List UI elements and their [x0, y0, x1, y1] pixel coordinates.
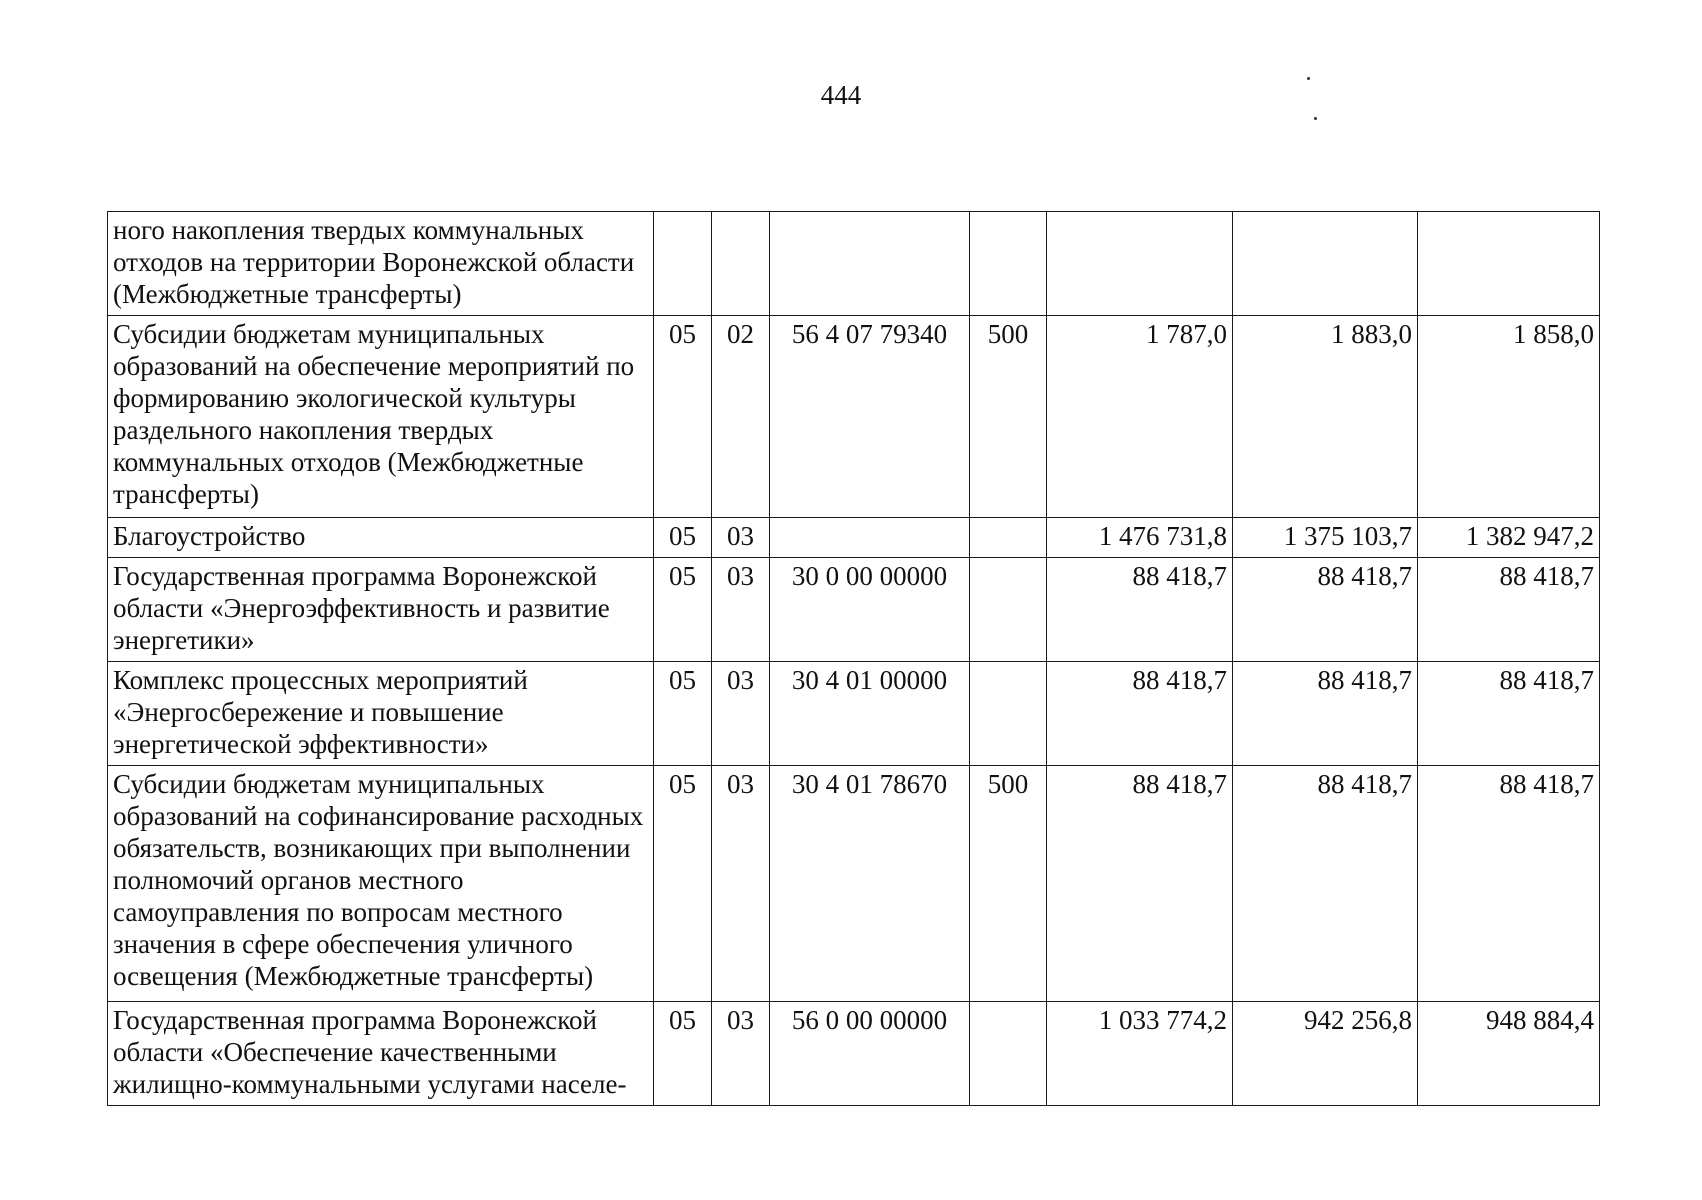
row-subsection-code	[712, 212, 770, 316]
row-amount-year-3: 88 418,7	[1418, 766, 1600, 1002]
row-target-article-code	[770, 518, 970, 558]
row-expense-type-code	[970, 662, 1047, 766]
row-name: Благоустройство	[108, 518, 654, 558]
row-section-code: 05	[654, 662, 712, 766]
row-amount-year-3: 1 382 947,2	[1418, 518, 1600, 558]
row-target-article-code: 56 0 00 00000	[770, 1002, 970, 1106]
row-name: Государственная программа Воронежской области «Обеспечение качественными жилищно-коммунальными услугами населе-	[108, 1002, 654, 1106]
scan-speck	[1314, 117, 1317, 120]
budget-table	[107, 211, 1600, 1106]
row-amount-year-2: 1 375 103,7	[1233, 518, 1418, 558]
row-name: Комплекс процессных мероприятий «Энергосбережение и повышение энергетической эффективности»	[108, 662, 654, 766]
row-amount-year-3: 1 858,0	[1418, 316, 1600, 518]
row-target-article-code: 56 4 07 79340	[770, 316, 970, 518]
row-amount-year-1	[1047, 212, 1233, 316]
row-name: Государственная программа Воронежской области «Энергоэффективность и развитие энергетики»	[108, 558, 654, 662]
row-amount-year-3: 948 884,4	[1418, 1002, 1600, 1106]
table-row	[108, 212, 1600, 316]
row-amount-year-1: 1 476 731,8	[1047, 518, 1233, 558]
row-target-article-code: 30 4 01 00000	[770, 662, 970, 766]
row-amount-year-1: 88 418,7	[1047, 766, 1233, 1002]
page-number: 444	[820, 80, 862, 110]
table-row	[108, 518, 1600, 558]
row-section-code: 05	[654, 558, 712, 662]
row-target-article-code	[770, 212, 970, 316]
row-expense-type-code: 500	[970, 316, 1047, 518]
row-section-code	[654, 212, 712, 316]
scan-speck	[1307, 77, 1310, 80]
row-subsection-code: 03	[712, 518, 770, 558]
row-amount-year-3: 88 418,7	[1418, 558, 1600, 662]
row-amount-year-2: 88 418,7	[1233, 766, 1418, 1002]
row-amount-year-2: 1 883,0	[1233, 316, 1418, 518]
row-amount-year-2	[1233, 212, 1418, 316]
row-subsection-code: 03	[712, 1002, 770, 1106]
table-row	[108, 1002, 1600, 1106]
table-row	[108, 766, 1600, 1002]
row-amount-year-1: 88 418,7	[1047, 558, 1233, 662]
row-amount-year-3: 88 418,7	[1418, 662, 1600, 766]
row-name: Субсидии бюджетам муниципальных образований на софинансирование расходных обязательств, возникающих при выполнении полномочий органов местного самоуправления по вопросам местного значения в сфере обеспечения уличного освещения (Межбюджетные трансферты)	[108, 766, 654, 1002]
row-amount-year-1: 1 033 774,2	[1047, 1002, 1233, 1106]
row-subsection-code: 03	[712, 766, 770, 1002]
row-subsection-code: 02	[712, 316, 770, 518]
row-expense-type-code: 500	[970, 766, 1047, 1002]
table-row	[108, 662, 1600, 766]
row-target-article-code: 30 4 01 78670	[770, 766, 970, 1002]
row-section-code: 05	[654, 766, 712, 1002]
row-name: ного накопления твердых коммунальных отходов на территории Воронежской области (Межбюджетные трансферты)	[108, 212, 654, 316]
table-row	[108, 558, 1600, 662]
row-amount-year-3	[1418, 212, 1600, 316]
row-subsection-code: 03	[712, 558, 770, 662]
row-amount-year-2: 88 418,7	[1233, 558, 1418, 662]
row-amount-year-1: 1 787,0	[1047, 316, 1233, 518]
row-section-code: 05	[654, 1002, 712, 1106]
row-subsection-code: 03	[712, 662, 770, 766]
row-expense-type-code	[970, 518, 1047, 558]
row-name: Субсидии бюджетам муниципальных образований на обеспечение мероприятий по формированию экологической культуры раздельного накопления твердых коммунальных отходов (Межбюджетные трансферты)	[108, 316, 654, 518]
row-amount-year-2: 942 256,8	[1233, 1002, 1418, 1106]
row-section-code: 05	[654, 518, 712, 558]
row-amount-year-2: 88 418,7	[1233, 662, 1418, 766]
row-expense-type-code	[970, 558, 1047, 662]
row-target-article-code: 30 0 00 00000	[770, 558, 970, 662]
table-row	[108, 316, 1600, 518]
row-section-code: 05	[654, 316, 712, 518]
row-expense-type-code	[970, 1002, 1047, 1106]
row-amount-year-1: 88 418,7	[1047, 662, 1233, 766]
row-expense-type-code	[970, 212, 1047, 316]
